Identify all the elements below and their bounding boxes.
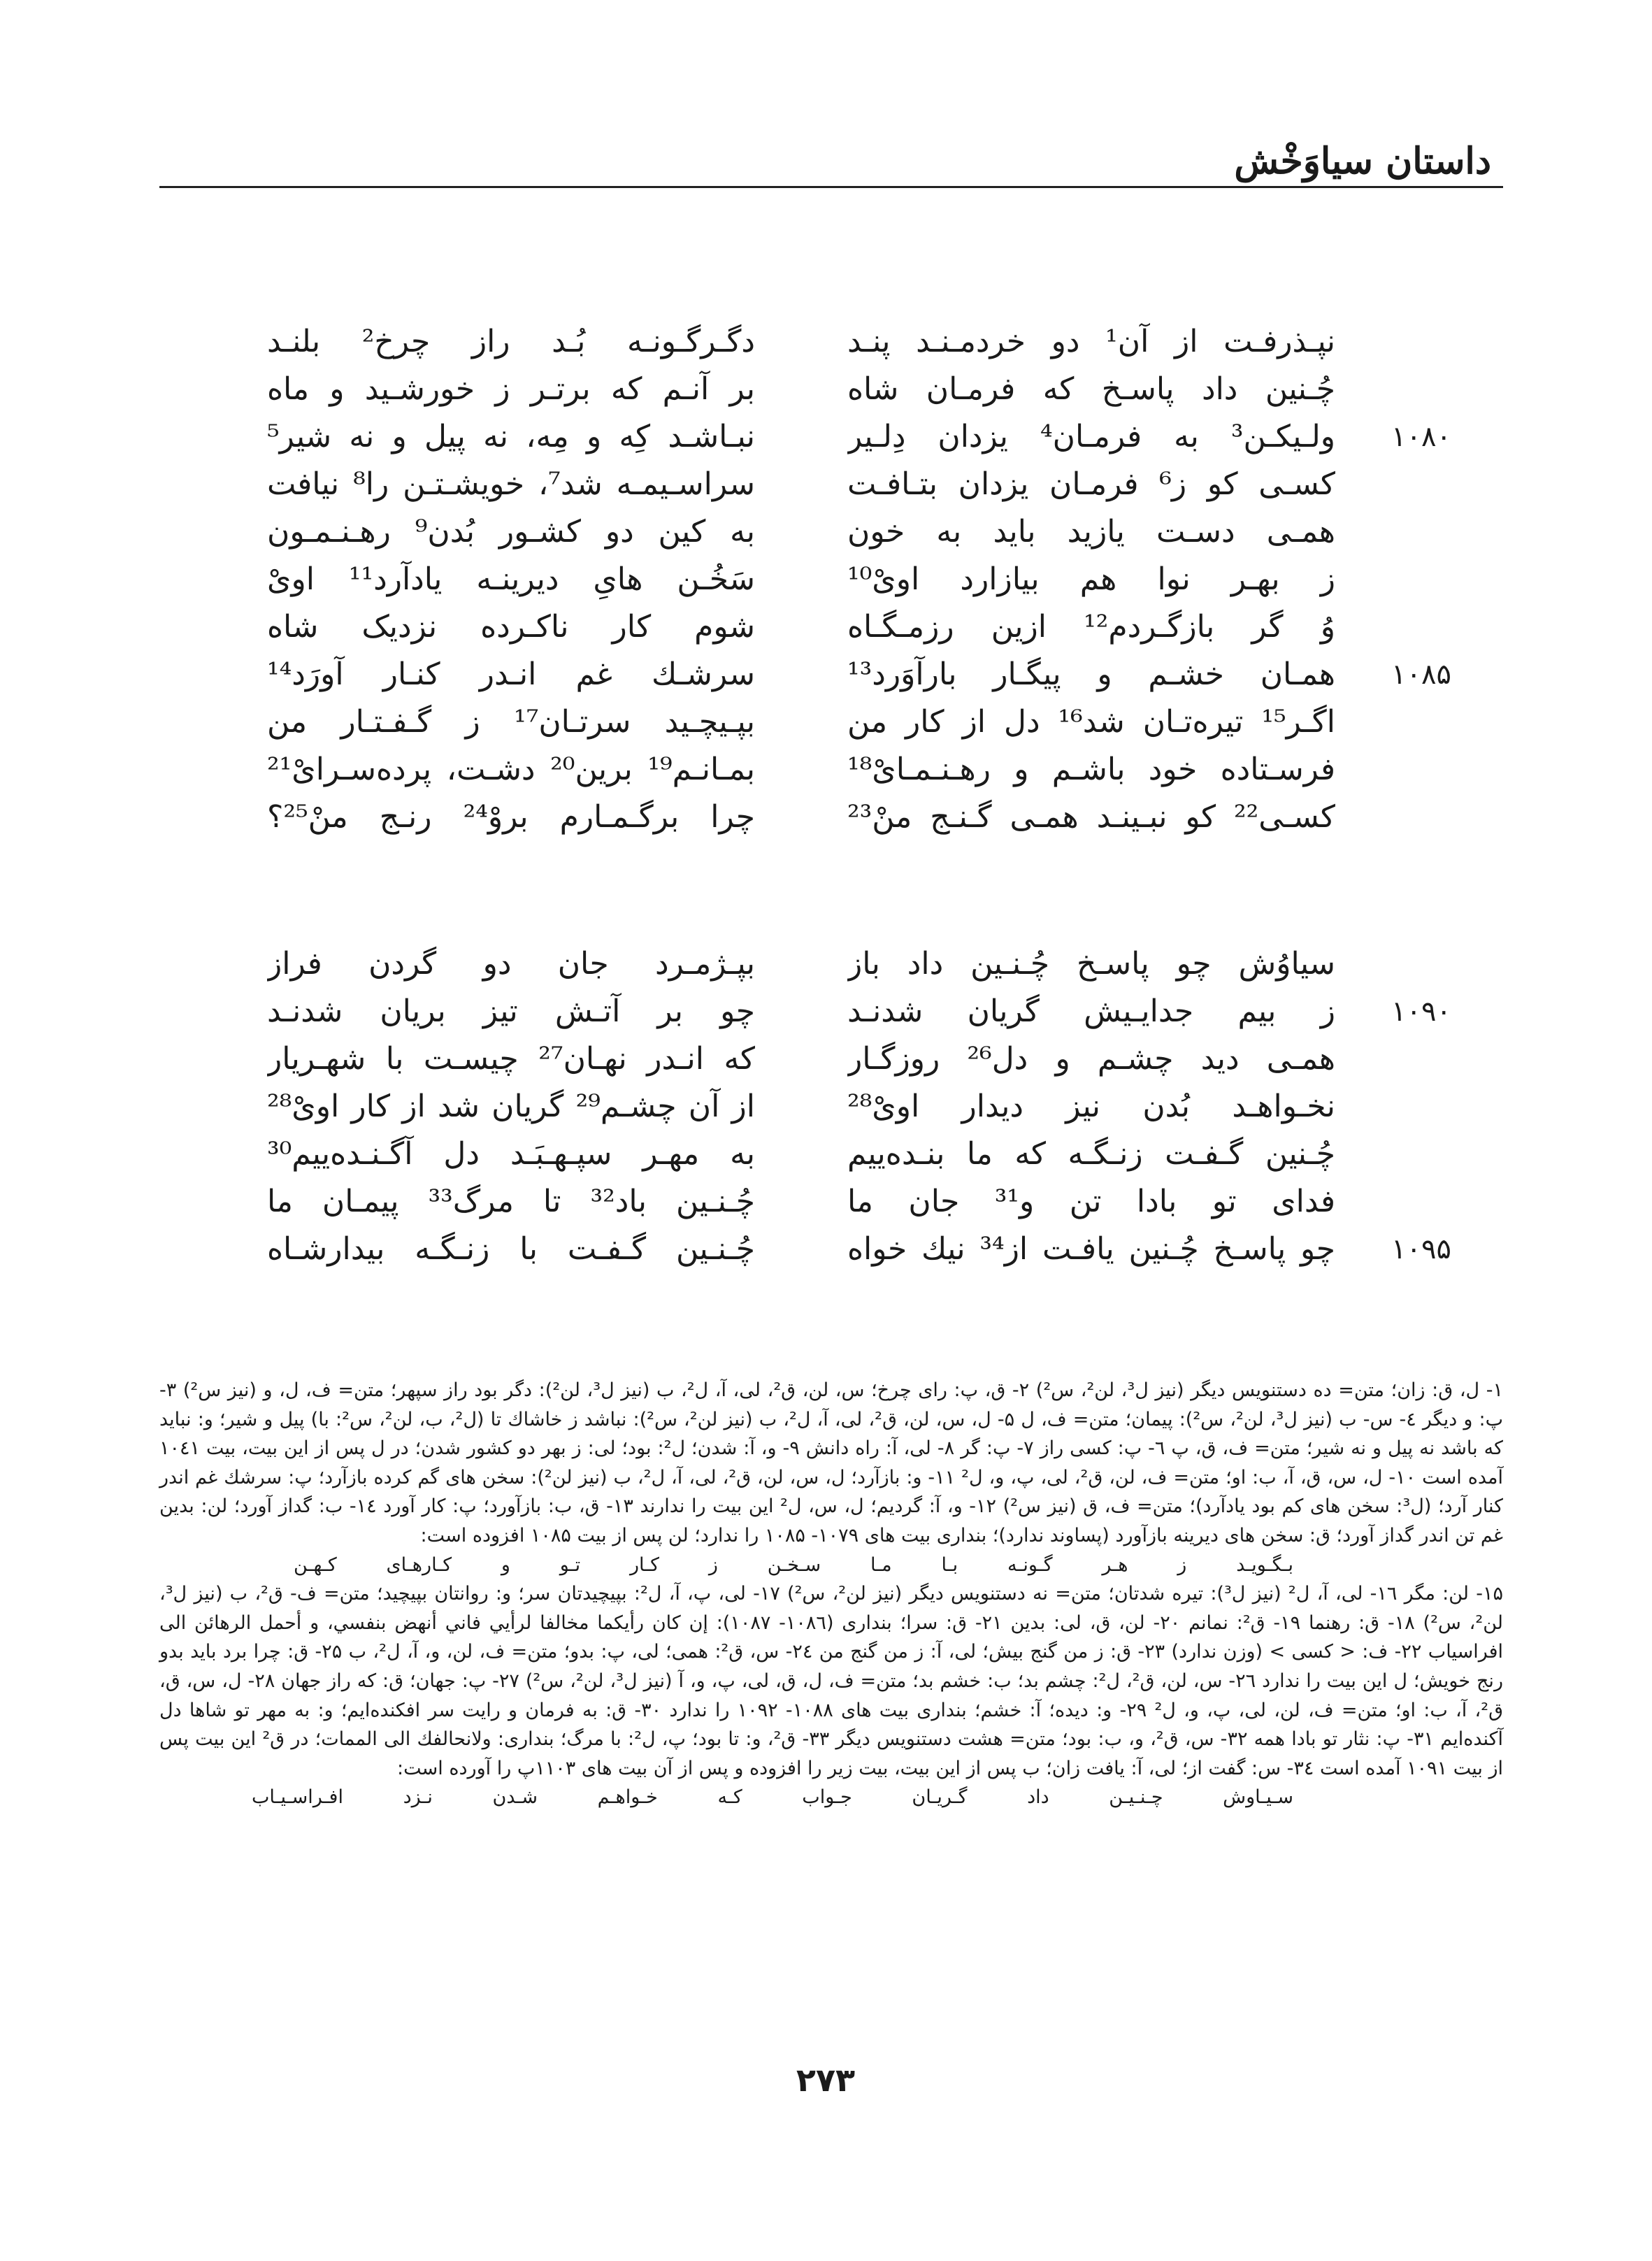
second-hemistich: چرا برگـمـارم بروْ²⁴ رنـج منْ²⁵؟ [267, 799, 755, 835]
second-hemistich: سَخُـن هایِ دیرینـه یادآرد¹¹ اویْ [267, 561, 755, 597]
first-hemistich: وُ گر بازگـردم¹² ازین رزمـگـاه [847, 609, 1335, 645]
second-hemistich: بپـژمـرد جان دو گردن فراز [267, 946, 755, 982]
second-hemistich: سراسـیمـه شد⁷، خویشـتـن را⁸ نیافت [267, 466, 755, 502]
second-hemistich: بپـیچـید سرتـان¹⁷ ز گـفـتـار من [267, 704, 755, 740]
first-hemistich: اگـر¹⁵ تیره‌تـان شد¹⁶ دل از کار من [847, 704, 1335, 740]
second-hemistich: به کین دو کشـور بُدن⁹ رهـنـمـون [267, 514, 755, 550]
couplet [0, 366, 1652, 413]
first-hemistich: همـی دید چشـم و دل²⁶ روزگـار [847, 1041, 1335, 1077]
footnote-block: ۱۵- لن: مگر ۱٦- لی، آ، ل² (نیز ل³): تیره شدتان؛ متن= نه دستنویس دیگر (نیز لن²، س²) ۱۷- لی، پ، آ، ل²: بپیچیدتان سر؛ و: روانتان بپیچید؛ متن= ف- ق²، ب (نیز ل³، لن²، س²) ۱۸- ق: رهنما ۱۹- ق²: نمانم ۲۰- لن، ق، لی: بدین ۲۱- ق: سرا؛ بنداری (۱۰۸٦- ۱۰۸۷): إن كان رأيكما مخالفا لرأيي فاني أنهض بنفسي، و أحمل الرهائن الى افراسياب ۲۲- ف: < کسی > (وزن ندارد) ۲۳- ق: ز من گنج بیش؛ لی، آ: ز من گنج من ۲٤- س، ق²: همی؛ لی، پ: بدو؛ متن= ف، لن، و، آ، ل²، ب ۲۵- ق: چرا برد باید بدو رنج خویش؛ ل این بیت را ندارد ۲٦- س، لن، ق²، ل²: چشم بد؛ ب: خشم بد؛ متن= ف، ل، ق، لی، پ، و، آ (نیز ل³، لن²، س²) ۲۷- پ: جهان؛ ق: که راز جهان ۲۸- ل، س، ق، ق²، آ، ب: او؛ متن= ف، لن، لی، پ، و، ل² ۲۹- و: دیده؛ آ: خشم؛ بنداری بیت های ۱۰۸۸- ۱۰۹۲ را ندارد ۳۰- ق: به فرمان و رایت سر افکنده‌ایم؛ و: به مهر تو شاها دل آکنده‌ایم ۳۱- پ: نثار تو بادا همه ۳۲- س، ق²، و، ب: بود؛ متن= هشت دستنویس دیگر ۳۳- ق²، و: تا بود؛ پ، ل²: با مرگ؛ بنداری: ولانحالفك الى الممات؛ در ق² این بیت پس از بیت ۱۰۹۱ آمده است ۳٤- س: گفت از؛ لی، آ: یافت زان؛ ب پس از این بیت، بیت زیر را افزوده و پس از آن بیت های ۱۱۰۳پ را آورده است: [159, 1583, 1504, 1779]
second-hemistich: شوم کار ناکـرده نزدیک شاه [267, 609, 755, 645]
first-hemistich: چو پاسـخ چُـنین یافـت از³⁴ نیك خواه [847, 1231, 1335, 1267]
first-hemistich: سیاوُش چو پاسـخ چُـنـین داد باز [847, 946, 1335, 982]
couplet [0, 556, 1652, 603]
page-number: ۲۷۳ [796, 2061, 856, 2099]
header-divider [159, 186, 1503, 188]
page-header-title: داستان سیاوَخْش [1234, 140, 1491, 182]
added-couplet: سـیـاوش چـنـیـن داد گـریـان جـواب کـه خـواهـم شـدن نـزد افـراسـیـاب [252, 1786, 1293, 1809]
first-hemistich: همـی دسـت یازید باید به خون [847, 514, 1335, 550]
second-hemistich: چُـنـین باد³² تا مرگ³³ پیمـان ما [267, 1184, 755, 1219]
footnote-block: ۱- ل، ق: زان؛ متن= ده دستنویس دیگر (نیز ل³، لن²، س²) ۲- ق، پ: رای چرخ؛ س، لن، ق²، لی، آ، ل²، ب (نیز ل³، لن²): دگر بود راز سپهر؛ متن= ف، ل، و (نیز س²) ۳- پ: و دیگر ٤- س- ب (نیز ل³، لن²، س²): پیمان؛ متن= ف، ل ۵- ل، س، لن، ق²، لی، آ، ل²، ب (نیز لن²، س²): نباشد ز خاشاك تا (ل²، ب، لن²، س²: با) پیل و شیر؛ و: نباید که باشد نه پیل و نه شیر؛ متن= ف، ق، پ ٦- پ: کسی راز ۷- پ: گر ۸- لی، آ: راه دانش ۹- و، آ: شدن؛ ل²: بود؛ لی: ز بهر دو کشور شدن؛ در ل پس از این بیت، بیت ۱۰٤۱ آمده است ۱۰- ل، س، ق، آ، ب: او؛ متن= ف، لن، ق²، لی، پ، و، ل² ۱۱- و: بازآرد؛ ل، س، لن، ق²، لی، آ، ل²، ب (نیز لن²): سخن های گم کرده بازآرد؛ پ: سرشك غم اندر کنار آرد؛ (ل³: سخن های کم بود یادآرد)؛ متن= ف، ق (نیز س²) ۱۲- و، آ: گردیم؛ ل، س، ل² این بیت را ندارند ۱۳- ق، ب: بازآورد؛ پ: کار آورد ۱٤- ب: گداز آورد؛ لن: بدین غم تن اندر گداز آورد؛ ق: سخن های دیرینه بازآورد (پساوند ندارد)؛ بنداری بیت های ۱۰۷۹- ۱۰۸۵ را ندارد؛ لن پس از بیت ۱۰۸۵ افزوده است: [159, 1379, 1504, 1546]
couplet [0, 603, 1652, 651]
verse-number: ۱۰۹۰ [1391, 996, 1451, 1028]
first-hemistich: چُـنین داد پاسـخ که فرمـان شاه [847, 371, 1335, 407]
second-hemistich: سرشـك غم انـدر کنـار آورَد¹⁴ [267, 656, 755, 692]
couplet [0, 1178, 1652, 1226]
first-hemistich: ولـیکـن³ به فرمـان⁴ یزدان دِلـیر [847, 419, 1335, 454]
second-hemistich: دگـرگـونـه بُـد راز چرخ² بلنـد [267, 324, 755, 359]
second-hemistich: نبـاشـد کِه و مِه، نه پیل و نه شیر⁵ [267, 419, 755, 454]
couplet [0, 698, 1652, 746]
first-hemistich: نخـواهـد بُدن نیز دیدار اویْ²⁸ [847, 1089, 1335, 1124]
second-hemistich: به مهـر سپـهـبَـد دل آگـنـده‌ییم³⁰ [267, 1136, 755, 1172]
couplet [0, 651, 1652, 698]
couplet [0, 746, 1652, 794]
couplet [0, 940, 1652, 988]
second-hemistich: چو بر آتـش تیز بریان شدنـد [267, 993, 755, 1029]
couplet [0, 1226, 1652, 1273]
second-hemistich: بر آنـم که برتـر ز خورشـید و ماه [267, 371, 755, 407]
first-hemistich: کسـی²² کو نبـینـد همـی گـنـج منْ²³ [847, 799, 1335, 835]
couplet [0, 318, 1652, 366]
second-hemistich: از آن چشـم²⁹ گریان شد از کار اویْ²⁸ [267, 1089, 755, 1124]
first-hemistich: ز بیم جدایـیش گریان شدنـد [847, 993, 1335, 1029]
verse-number: ۱۰۸۵ [1391, 659, 1451, 691]
first-hemistich: ز بهـر نوا هم بیازارد اویْ¹⁰ [847, 561, 1335, 597]
verse-number: ۱۰۸۰ [1391, 421, 1451, 453]
couplet [0, 413, 1652, 461]
second-hemistich: که انـدر نهـان²⁷ چیسـت با شهـریار [267, 1041, 755, 1077]
first-hemistich: فدای تو بادا تن و³¹ جان ما [847, 1184, 1335, 1219]
added-couplet: بـگـویـد ز هـر گـونـه بـا مـا سـخـن ز کـار تـو و کـارهـای کـهـن [294, 1553, 1293, 1576]
first-hemistich: فرسـتاده خود باشـم و رهـنـمـایْ¹⁸ [847, 752, 1335, 787]
couplet [0, 1035, 1652, 1083]
couplet [0, 508, 1652, 556]
first-hemistich: کسـی کو ز⁶ فرمـان یزدان بتـافـت [847, 466, 1335, 502]
second-hemistich: چُـنـین گـفـت با زنـگـه بیدارشـاه [267, 1231, 755, 1267]
couplet [0, 461, 1652, 508]
couplet [0, 1083, 1652, 1130]
first-hemistich: همـان خشـم و پیگـار بارآوَرد¹³ [847, 656, 1335, 692]
footnotes [159, 1376, 1503, 1812]
second-hemistich: بمـانـم¹⁹ برین²⁰ دشـت، پرده‌سـرایْ²¹ [267, 752, 755, 787]
verse-number: ۱۰۹۵ [1391, 1233, 1451, 1265]
first-hemistich: چُـنین گـفـت زنـگـه که ما بنـده‌ییم [847, 1136, 1335, 1172]
couplet [0, 794, 1652, 841]
couplet [0, 988, 1652, 1035]
first-hemistich: نپـذرفـت از آن¹ دو خردمـنـد پنـد [847, 324, 1335, 359]
couplet [0, 1130, 1652, 1178]
